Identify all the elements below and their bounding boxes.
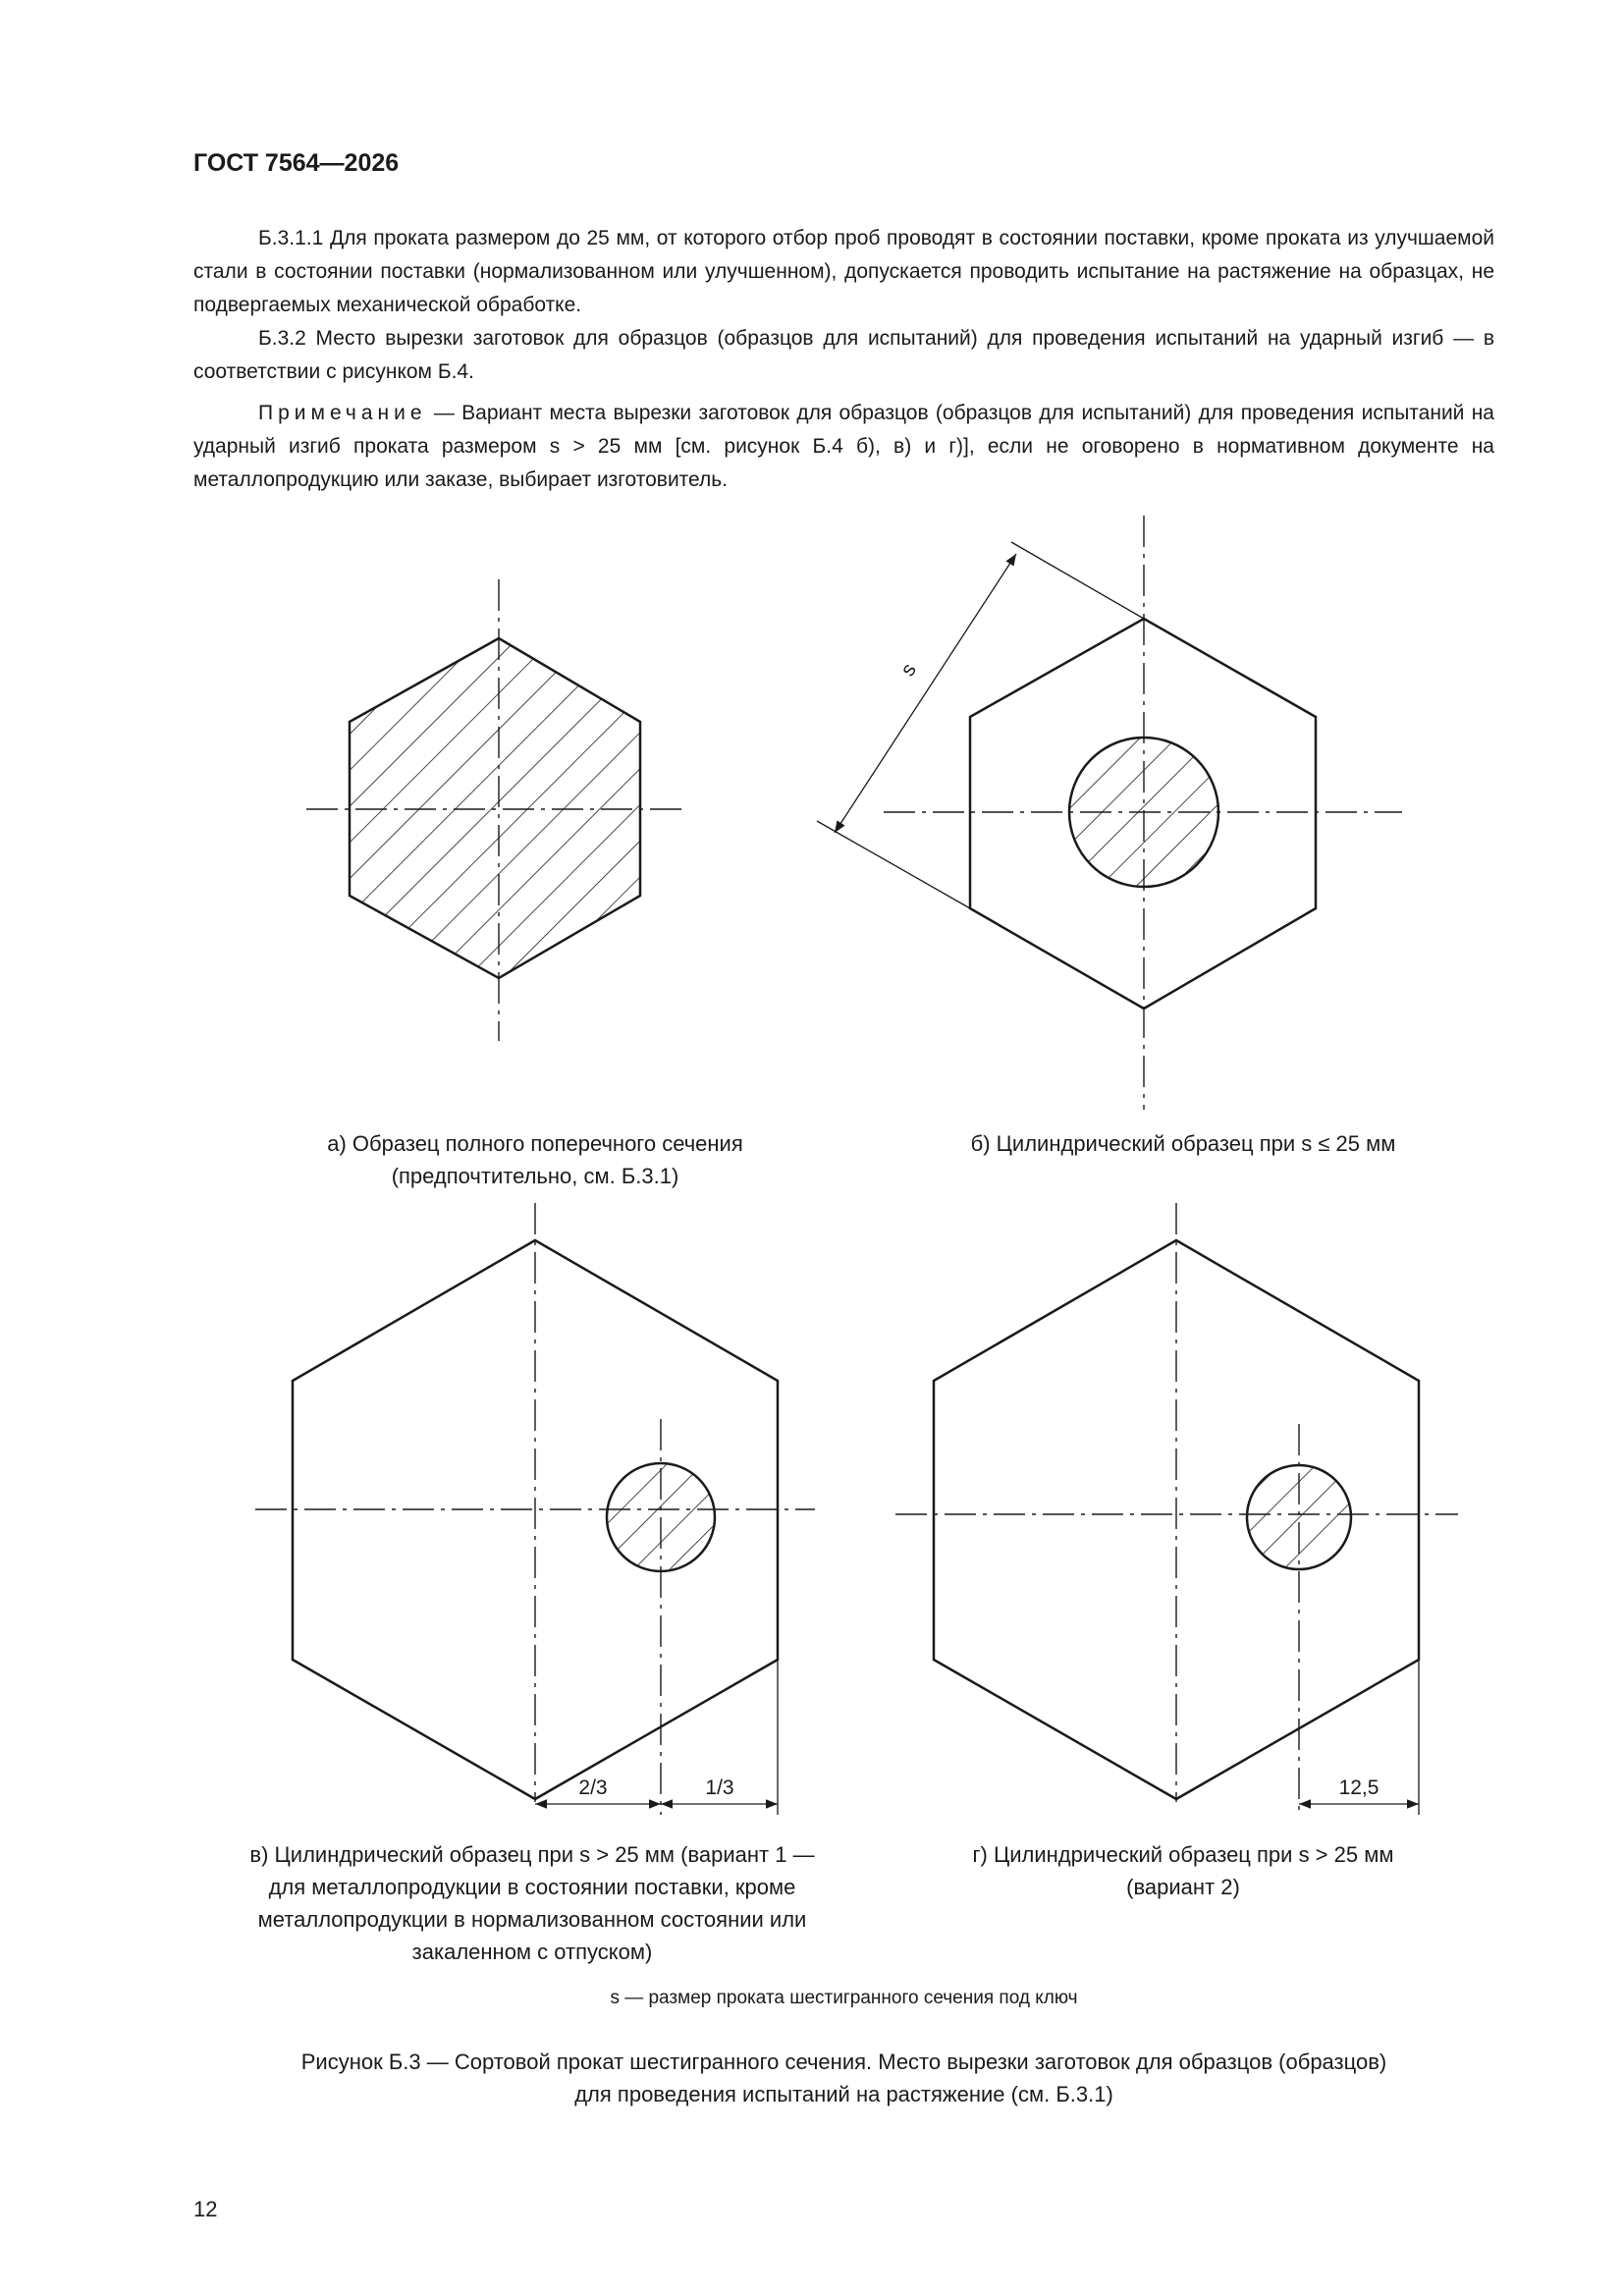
caption-g: [913, 1838, 1453, 1903]
dimension-s-label: s: [895, 659, 921, 681]
caption-b-line-1: б) Цилиндрический образец при s ≤ 25 мм: [970, 1131, 1396, 1156]
caption-a: [245, 1127, 825, 1192]
caption-a-line-1: а) Образец полного поперечного сечения: [327, 1131, 743, 1156]
caption-g-line-1: г) Цилиндрический образец при s > 25 мм: [972, 1842, 1394, 1867]
figure-a-full-section: [306, 579, 687, 1041]
caption-v: [193, 1838, 871, 1968]
dimension-12-5: 12,5: [1338, 1777, 1380, 1799]
figure-g-variant-2: [895, 1203, 1458, 1815]
figure-b-cylindrical-sample: [817, 516, 1402, 1110]
caption-v-line-2: для металлопродукции в состоянии поставки, кроме: [268, 1875, 796, 1899]
dimension-one-third: 1/3: [705, 1777, 734, 1799]
figure-title-line-1: Рисунок Б.3 — Сортовой прокат шестигранного сечения. Место вырезки заготовок для образцов (образцов): [300, 2050, 1387, 2074]
caption-b: [913, 1127, 1453, 1160]
page-number: 12: [193, 2197, 218, 2221]
caption-a-line-2: (предпочтительно, см. Б.3.1): [391, 1164, 679, 1188]
dimension-two-thirds: 2/3: [578, 1777, 608, 1799]
note-label: Примечание: [258, 402, 427, 424]
caption-v-line-3: металлопродукции в нормализованном состоянии или: [257, 1907, 807, 1932]
figure-title-line-2: для проведения испытаний на растяжение (см. Б.3.1): [574, 2082, 1113, 2106]
paragraph-b311: Б.3.1.1 Для проката размером до 25 мм, от которого отбор проб проводят в состоянии поставки, кроме проката из улучшаемой стали в состоянии поставки (нормализованном или улучшенном), допускается проводить испытание на растяжение на образцах, не подвергаемых механической обработке.: [193, 227, 1494, 316]
document-header: ГОСТ 7564—2026: [193, 149, 400, 177]
note-text: — Вариант места вырезки заготовок для образцов (образцов для испытаний) для проведения испытаний на ударный изгиб проката размером s > 25 мм [см. рисунок Б.4 б), в) и г)], если не оговорено в нормативном документе на металлопродукцию или заказе, выбирает изготовитель.: [193, 402, 1494, 491]
caption-v-line-1: в) Цилиндрический образец при s > 25 мм (вариант 1 —: [249, 1842, 815, 1867]
caption-g-line-2: (вариант 2): [1126, 1875, 1240, 1899]
figure-v-variant-1: [255, 1203, 815, 1815]
figure-title: [193, 2046, 1494, 2110]
paragraph-b32: Б.3.2 Место вырезки заготовок для образцов (образцов для испытаний) для проведения испытаний на ударный изгиб — в соответствии с рисунком Б.4.: [193, 327, 1494, 383]
caption-v-line-4: закаленном с отпуском): [411, 1940, 653, 1964]
figure-legend: s — размер проката шестигранного сечения под ключ: [610, 1988, 1078, 2008]
